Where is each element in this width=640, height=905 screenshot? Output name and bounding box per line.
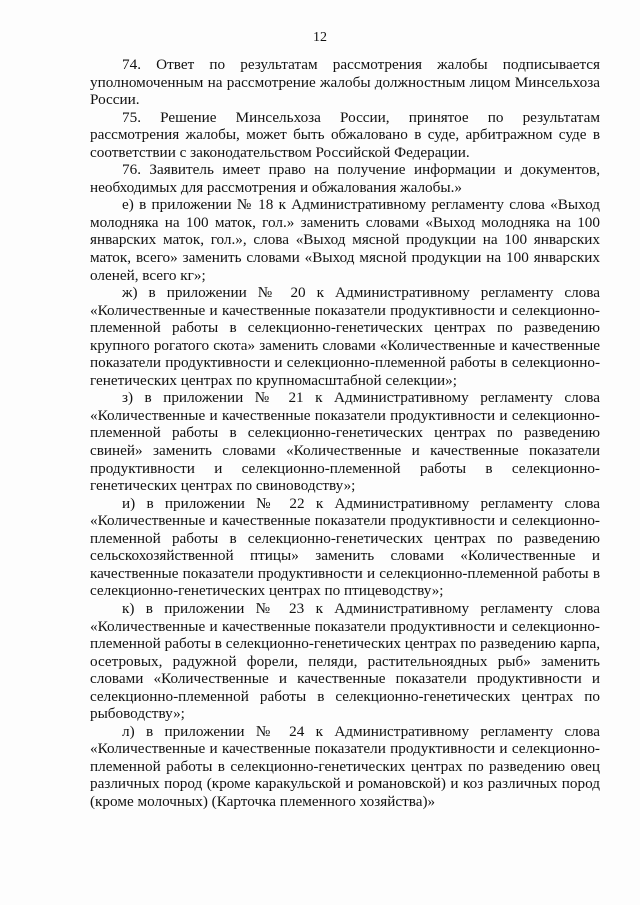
amendment-item-z: з) в приложении № 21 к Административному регламенту слова «Количественные и качественные показатели продуктивности и селекционно-племенной работы в селекционно-генетических центрах по разведению свиней» заменить словами «Количественные и качественные показатели продуктивности и селекционно-племенной работы в селекционно-генетических центрах по свиноводству»; — [90, 389, 600, 495]
paragraph-76: 76. Заявитель имеет право на получение информации и документов, необходимых для рассмотрения и обжалования жалобы.» — [90, 161, 600, 196]
document-body — [90, 56, 600, 811]
paragraph-75: 75. Решение Минсельхоза России, принятое по результатам рассмотрения жалобы, может быть обжаловано в суде, арбитражном суде в соответствии с законодательством Российской Федерации. — [90, 108, 600, 161]
amendment-item-zh: ж) в приложении № 20 к Административному регламенту слова «Количественные и качественные показатели продуктивности и селекционно-племенной работы в селекционно-генетических центрах по разведению крупного рогатого скота» заменить словами «Количественные и качественные показатели продуктивности и селекционно-племенной работы в селекционно-генетических центрах по крупномасштабной селекции»; — [90, 284, 600, 389]
amendment-item-l: л) в приложении № 24 к Административному регламенту слова «Количественные и качественные показатели продуктивности и селекционно-племенной работы в селекционно-генетических центрах по разведению овец различных пород (кроме каракульской и романовской) и коз различных пород (кроме молочных) (Карточка племенного хозяйства)» — [90, 722, 600, 810]
amendment-item-k: к) в приложении № 23 к Административному регламенту слова «Количественные и качественные показатели продуктивности и селекционно-племенной работы в селекционно-генетических центрах по разведению карпа, осетровых, радужной форели, пеляди, растительноядных рыб» заменить словами «Количественные и качественные показатели продуктивности и селекционно-племенной работы в селекционно-генетических центрах по рыбоводству»; — [90, 599, 600, 723]
page-number: 12 — [313, 30, 327, 45]
amendment-item-i: и) в приложении № 22 к Административному регламенту слова «Количественные и качественные показатели продуктивности и селекционно-племенной работы в селекционно-генетических центрах по разведению сельскохозяйственной птицы» заменить словами «Количественные и качественные показатели продуктивности и селекционно-племенной работы в селекционно-генетических центрах по птицеводству»; — [90, 494, 600, 600]
amendment-item-e: е) в приложении № 18 к Административному регламенту слова «Выход молодняка на 100 маток, гол.» заменить словами «Выход молодняка на 100 январских маток, гол.», слова «Выход мясной продукции на 100 январских маток, всего» заменить словами «Выход мясной продукции на 100 январских оленей, всего кг»; — [90, 196, 600, 284]
paragraph-74: 74. Ответ по результатам рассмотрения жалобы подписывается уполномоченным на рассмотрение жалобы должностным лицом Минсельхоза России. — [90, 56, 600, 109]
